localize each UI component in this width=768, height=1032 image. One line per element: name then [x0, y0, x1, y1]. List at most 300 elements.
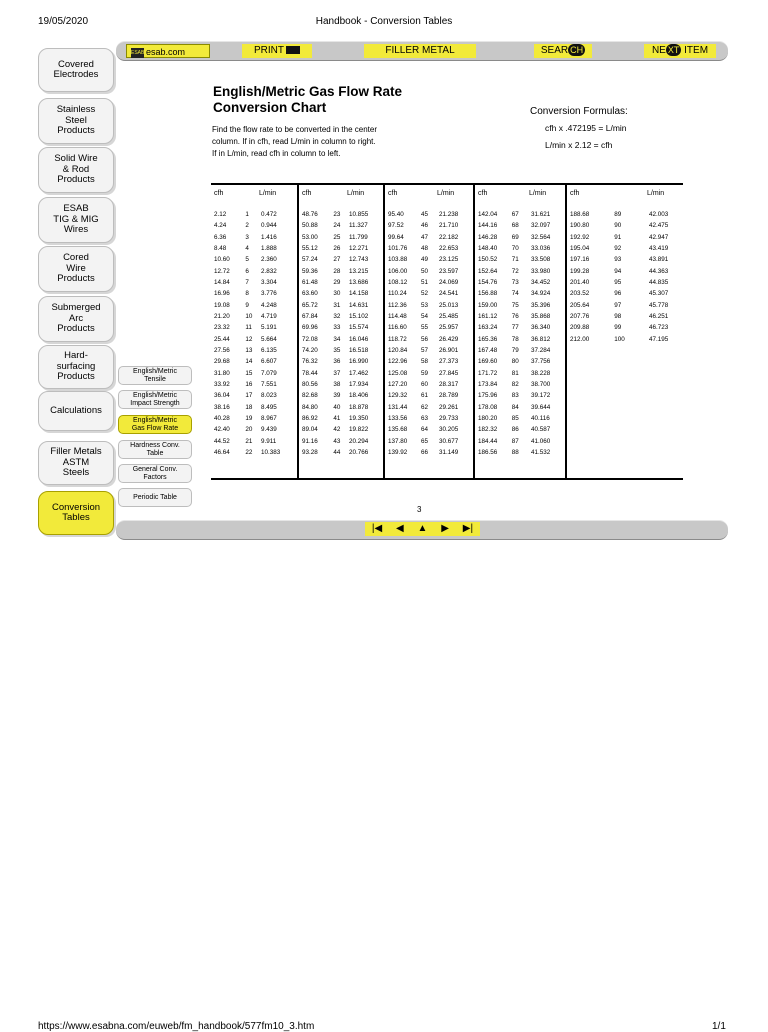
cell-cfh: 14.84 — [214, 278, 230, 286]
table-row — [299, 302, 385, 313]
cell-lmin: 17.934 — [349, 380, 369, 388]
cell-cfh: 169.60 — [478, 358, 498, 366]
header-cfh: cfh — [570, 190, 580, 197]
cell-center: 86 — [511, 426, 519, 434]
cell-center: 97 — [614, 301, 622, 309]
table-row — [211, 358, 297, 369]
cell-cfh: 55.12 — [302, 244, 318, 252]
cell-center: 57 — [421, 346, 429, 354]
table-row — [385, 245, 475, 256]
cell-cfh: 201.40 — [570, 278, 590, 286]
table-column-group — [211, 185, 297, 478]
table-row — [475, 234, 567, 245]
logo-text: esab.com — [146, 47, 186, 57]
cell-lmin: 7.079 — [261, 369, 277, 377]
cell-cfh: 152.64 — [478, 267, 498, 275]
cell-cfh: 165.36 — [478, 335, 498, 343]
cell-center: 73 — [511, 278, 519, 286]
cell-center: 24 — [333, 222, 341, 230]
subnav-item-4[interactable] — [118, 464, 192, 483]
cell-lmin: 19.350 — [349, 414, 369, 422]
sidebar-item-0[interactable]: Covered Electrodes — [38, 48, 114, 92]
table-row — [211, 279, 297, 290]
cell-cfh: 8.48 — [214, 244, 227, 252]
table-row — [385, 222, 475, 233]
printer-icon — [286, 46, 300, 54]
cell-center: 7 — [245, 278, 249, 286]
next-label-prefix: NE — [651, 45, 666, 56]
table-row — [211, 211, 297, 222]
cell-center: 26 — [333, 244, 341, 252]
cell-center: 25 — [333, 233, 341, 241]
cell-center: 47 — [421, 233, 429, 241]
cell-center: 38 — [333, 380, 341, 388]
cell-lmin: 39.172 — [531, 392, 551, 400]
cell-center: 22 — [245, 448, 253, 456]
cell-center: 74 — [511, 290, 519, 298]
table-row — [299, 426, 385, 437]
cell-lmin: 34.924 — [531, 290, 551, 298]
cell-lmin: 2.832 — [261, 267, 277, 275]
page-title-line2: Conversion Chart — [213, 100, 327, 115]
search-label-highlight: CH — [570, 45, 584, 55]
cell-lmin: 26.429 — [439, 335, 459, 343]
table-row — [385, 336, 475, 347]
next-label-highlight: XT — [667, 45, 680, 55]
header-lmin: L/min — [529, 190, 547, 197]
header-lmin: L/min — [347, 190, 365, 197]
cell-cfh: 150.52 — [478, 256, 498, 264]
cell-lmin: 32.097 — [531, 222, 551, 230]
cell-center: 45 — [421, 211, 429, 218]
table-row — [475, 381, 567, 392]
cell-center: 32 — [333, 312, 341, 320]
cell-cfh: 114.48 — [388, 312, 407, 320]
table-row — [385, 392, 475, 403]
cell-cfh: 12.72 — [214, 267, 230, 275]
cell-center: 85 — [511, 414, 519, 422]
sidebar-item-7[interactable]: Calculations — [38, 391, 114, 431]
table-row — [385, 290, 475, 301]
cell-lmin: 18.406 — [349, 392, 369, 400]
cell-cfh: 99.64 — [388, 233, 404, 241]
subnav-item-1[interactable] — [118, 390, 192, 409]
cell-lmin: 27.373 — [439, 358, 459, 366]
table-row — [211, 324, 297, 335]
cell-lmin: 46.723 — [649, 324, 669, 332]
cell-lmin: 24.541 — [439, 290, 459, 298]
table-row — [475, 392, 567, 403]
table-column-group — [565, 185, 685, 478]
cell-lmin: 25.957 — [439, 324, 459, 332]
sidebar-item-6[interactable]: Hard- surfacing Products — [38, 345, 114, 389]
cell-lmin: 40.116 — [531, 414, 550, 422]
table-row — [475, 404, 567, 415]
print-date: 19/05/2020 — [38, 16, 89, 27]
cell-center: 80 — [511, 358, 519, 366]
cell-center: 61 — [421, 392, 429, 400]
cell-lmin: 33.980 — [531, 267, 551, 275]
cell-cfh: 207.76 — [570, 312, 590, 320]
cell-cfh: 190.80 — [570, 222, 590, 230]
cell-center: 30 — [333, 290, 341, 298]
first-page-icon[interactable]: |◀ — [371, 523, 383, 534]
cell-lmin: 33.508 — [531, 256, 551, 264]
cell-lmin: 19.822 — [349, 426, 369, 434]
cell-cfh: 2.12 — [214, 211, 227, 218]
table-column-group — [297, 185, 385, 478]
cell-center: 15 — [245, 369, 253, 377]
search-button[interactable] — [534, 44, 592, 58]
sidebar-item-9[interactable]: Conversion Tables — [38, 491, 114, 535]
sidebar-item-1[interactable]: Stainless Steel Products — [38, 98, 114, 144]
cell-cfh: 127.20 — [388, 380, 408, 388]
page-title-line1: English/Metric Gas Flow Rate — [213, 84, 403, 99]
table-row — [385, 279, 475, 290]
table-row — [299, 438, 385, 449]
cell-cfh: 72.08 — [302, 335, 318, 343]
subnav-label-line2: Table — [146, 449, 164, 457]
cell-center: 9 — [245, 301, 249, 309]
table-row — [567, 234, 685, 245]
cell-lmin: 36.812 — [531, 335, 551, 343]
table-row — [299, 256, 385, 267]
cell-lmin: 29.261 — [439, 403, 459, 411]
cell-cfh: 167.48 — [478, 346, 498, 354]
cell-center: 46 — [421, 222, 429, 230]
cell-center: 83 — [511, 392, 519, 400]
cell-lmin: 42.475 — [649, 222, 669, 230]
formula-cfh-to-lmin: cfh x .472195 = L/min — [545, 123, 627, 133]
cell-cfh: 53.00 — [302, 233, 318, 241]
cell-cfh: 101.76 — [388, 244, 408, 252]
table-row — [211, 234, 297, 245]
sidebar-item-4[interactable]: Cored Wire Products — [38, 246, 114, 292]
cell-lmin: 21.710 — [439, 222, 459, 230]
cell-lmin: 41.060 — [531, 437, 551, 445]
cell-cfh: 27.56 — [214, 346, 230, 354]
up-icon[interactable]: ▲ — [417, 523, 428, 534]
cell-center: 82 — [511, 380, 519, 388]
cell-cfh: 46.64 — [214, 448, 230, 456]
cell-cfh: 82.68 — [302, 392, 318, 400]
table-row — [299, 336, 385, 347]
cell-cfh: 10.60 — [214, 256, 230, 264]
table-row — [567, 336, 685, 347]
table-row — [385, 347, 475, 358]
cell-lmin: 16.518 — [349, 346, 369, 354]
cell-lmin: 10.383 — [261, 448, 281, 456]
table-column-group — [473, 185, 567, 478]
cell-center: 2 — [245, 222, 249, 230]
cell-cfh: 175.96 — [478, 392, 498, 400]
cell-cfh: 142.04 — [478, 211, 498, 218]
cell-lmin: 32.564 — [531, 233, 551, 241]
page-title — [213, 84, 473, 116]
cell-center: 66 — [421, 448, 429, 456]
table-row — [475, 279, 567, 290]
table-column-group — [383, 185, 475, 478]
cell-lmin: 7.551 — [261, 380, 277, 388]
cell-lmin: 5.191 — [261, 324, 277, 332]
cell-center: 72 — [511, 267, 519, 275]
cell-cfh: 36.04 — [214, 392, 230, 400]
table-row — [211, 256, 297, 267]
cell-lmin: 11.327 — [349, 222, 368, 230]
cell-lmin: 28.789 — [439, 392, 459, 400]
cell-center: 50 — [421, 267, 429, 275]
table-row — [385, 313, 475, 324]
cell-cfh: 78.44 — [302, 369, 318, 377]
subnav-label-line2: Impact Strength — [130, 399, 180, 407]
cell-center: 16 — [245, 380, 253, 388]
cell-lmin: 4.248 — [261, 301, 277, 309]
prev-page-icon[interactable]: ◀ — [396, 523, 404, 534]
table-row — [299, 222, 385, 233]
cell-lmin: 1.888 — [261, 244, 277, 252]
top-nav-bar — [116, 41, 728, 61]
cell-center: 27 — [333, 256, 341, 264]
sidebar-item-5[interactable]: Submerged Arc Products — [38, 296, 114, 342]
print-title: Handbook - Conversion Tables — [315, 16, 453, 27]
cell-lmin: 8.495 — [261, 403, 277, 411]
cell-cfh: 159.00 — [478, 301, 498, 309]
table-row — [475, 438, 567, 449]
cell-cfh: 76.32 — [302, 358, 318, 366]
cell-center: 67 — [511, 211, 519, 218]
cell-center: 11 — [245, 324, 252, 332]
cell-cfh: 59.36 — [302, 267, 318, 275]
cell-cfh: 29.68 — [214, 358, 230, 366]
cell-center: 100 — [614, 335, 625, 343]
cell-lmin: 47.195 — [649, 335, 669, 343]
cell-cfh: 148.40 — [478, 244, 498, 252]
cell-lmin: 2.360 — [261, 256, 277, 264]
table-row — [211, 336, 297, 347]
cell-center: 70 — [511, 244, 519, 252]
header-lmin: L/min — [259, 190, 277, 197]
cell-lmin: 14.158 — [349, 290, 369, 298]
table-row — [211, 404, 297, 415]
cell-cfh: 89.04 — [302, 426, 318, 434]
cell-center: 79 — [511, 346, 519, 354]
cell-center: 51 — [421, 278, 429, 286]
sidebar-item-2[interactable]: Solid Wire & Rod Products — [38, 147, 114, 193]
cell-lmin: 37.284 — [531, 346, 551, 354]
subnav-label-line1: Periodic Table — [133, 493, 177, 501]
cell-lmin: 20.294 — [349, 437, 369, 445]
cell-cfh: 163.24 — [478, 324, 498, 332]
cell-cfh: 144.16 — [478, 222, 498, 230]
page-description: Find the flow rate to be converted in the center column. If in cfh, read L/min in column to right. If in L/min, read cfh in column to left. — [212, 125, 377, 158]
table-row — [299, 279, 385, 290]
subnav-item-2[interactable] — [118, 415, 192, 434]
subnav-label-line2: Gas Flow Rate — [131, 424, 179, 432]
table-row — [385, 268, 475, 279]
table-row — [385, 358, 475, 369]
cell-cfh: 129.32 — [388, 392, 408, 400]
cell-cfh: 184.44 — [478, 437, 498, 445]
cell-center: 95 — [614, 278, 622, 286]
table-row — [475, 222, 567, 233]
cell-cfh: 74.20 — [302, 346, 318, 354]
table-row — [385, 370, 475, 381]
subnav-label-line1: English/Metric — [133, 391, 177, 399]
cell-center: 40 — [333, 403, 341, 411]
last-page-icon[interactable]: ▶| — [462, 523, 474, 534]
subnav-label-line1: English/Metric — [133, 416, 177, 424]
cell-cfh: 38.16 — [214, 403, 230, 411]
cell-cfh: 103.88 — [388, 256, 408, 264]
cell-center: 17 — [245, 392, 253, 400]
cell-cfh: 212.00 — [570, 335, 590, 343]
table-row — [299, 234, 385, 245]
table-row — [475, 370, 567, 381]
cell-cfh: 118.72 — [388, 335, 407, 343]
cell-center: 63 — [421, 414, 429, 422]
cell-center: 88 — [511, 448, 519, 456]
table-row — [211, 438, 297, 449]
cell-cfh: 19.08 — [214, 301, 230, 309]
header-cfh: cfh — [214, 190, 224, 197]
cell-center: 96 — [614, 290, 622, 298]
cell-center: 1 — [245, 211, 249, 218]
cell-lmin: 9.911 — [261, 437, 277, 445]
cell-lmin: 16.046 — [349, 335, 369, 343]
subnav-item-0[interactable] — [118, 366, 192, 385]
cell-lmin: 14.631 — [349, 301, 369, 309]
cell-cfh: 199.28 — [570, 267, 590, 275]
cell-cfh: 86.92 — [302, 414, 318, 422]
cell-lmin: 37.756 — [531, 358, 551, 366]
formulas-heading: Conversion Formulas: — [530, 106, 628, 117]
cell-cfh: 180.20 — [478, 414, 498, 422]
cell-center: 39 — [333, 392, 341, 400]
cell-lmin: 25.485 — [439, 312, 459, 320]
cell-lmin: 5.664 — [261, 335, 277, 343]
cell-center: 33 — [333, 324, 341, 332]
table-row — [385, 211, 475, 222]
table-row — [475, 211, 567, 222]
cell-lmin: 12.271 — [349, 244, 369, 252]
table-row — [475, 256, 567, 267]
cell-cfh: 195.04 — [570, 244, 590, 252]
cell-lmin: 44.363 — [649, 267, 669, 275]
cell-center: 49 — [421, 256, 429, 264]
cell-lmin: 0.944 — [261, 222, 277, 230]
subnav-label-line1: English/Metric — [133, 367, 177, 375]
sidebar-item-3[interactable]: ESAB TIG & MIG Wires — [38, 197, 114, 243]
sidebar-item-8[interactable]: Filler Metals ASTM Steels — [38, 441, 114, 485]
cell-lmin: 45.307 — [649, 290, 669, 298]
next-item-button[interactable] — [644, 44, 716, 58]
table-row — [211, 347, 297, 358]
table-row — [299, 370, 385, 381]
cell-center: 53 — [421, 301, 429, 309]
cell-lmin: 4.719 — [261, 312, 277, 320]
table-row — [567, 313, 685, 324]
subnav-label-line2: Factors — [143, 473, 167, 481]
table-row — [475, 449, 567, 460]
filler-metal-label: FILLER METAL — [385, 45, 455, 56]
filler-metal-button[interactable] — [364, 44, 476, 58]
cell-center: 43 — [333, 437, 341, 445]
cell-center: 41 — [333, 414, 341, 422]
cell-cfh: 44.52 — [214, 437, 230, 445]
cell-cfh: 80.56 — [302, 380, 318, 388]
cell-cfh: 67.84 — [302, 312, 318, 320]
pager — [365, 522, 480, 536]
cell-cfh: 205.64 — [570, 301, 590, 309]
cell-center: 99 — [614, 324, 622, 332]
table-row — [299, 392, 385, 403]
cell-cfh: 31.80 — [214, 369, 230, 377]
cell-cfh: 65.72 — [302, 301, 318, 309]
cell-lmin: 41.532 — [531, 448, 551, 456]
table-row — [385, 449, 475, 460]
cell-lmin: 28.317 — [439, 380, 459, 388]
next-page-icon[interactable]: ▶ — [441, 523, 449, 534]
cell-center: 21 — [245, 437, 253, 445]
print-button[interactable] — [242, 44, 312, 58]
cell-center: 81 — [511, 369, 519, 377]
cell-cfh: 110.24 — [388, 290, 407, 298]
cell-center: 78 — [511, 335, 519, 343]
cell-center: 98 — [614, 312, 622, 320]
table-row — [211, 426, 297, 437]
cell-lmin: 22.182 — [439, 233, 459, 241]
cell-lmin: 12.743 — [349, 256, 369, 264]
cell-lmin: 39.644 — [531, 403, 551, 411]
cell-cfh: 21.20 — [214, 312, 230, 320]
table-row — [475, 358, 567, 369]
cell-cfh: 188.68 — [570, 211, 590, 218]
cell-lmin: 40.587 — [531, 426, 551, 434]
cell-lmin: 16.990 — [349, 358, 369, 366]
esab-logo[interactable] — [126, 44, 210, 58]
cell-lmin: 29.733 — [439, 414, 459, 422]
table-row — [567, 211, 685, 222]
cell-cfh: 178.08 — [478, 403, 498, 411]
table-row — [299, 290, 385, 301]
cell-center: 18 — [245, 403, 253, 411]
cell-center: 59 — [421, 369, 429, 377]
cell-center: 62 — [421, 403, 429, 411]
table-row — [567, 324, 685, 335]
table-row — [385, 426, 475, 437]
cell-cfh: 171.72 — [478, 369, 498, 377]
print-url[interactable]: https://www.esabna.com/euweb/fm_handbook/577fm10_3.htm — [38, 1021, 315, 1032]
subnav-item-3[interactable] — [118, 440, 192, 459]
cell-center: 4 — [245, 244, 249, 252]
cell-lmin: 35.396 — [531, 301, 551, 309]
cell-cfh: 16.96 — [214, 290, 230, 298]
table-row — [475, 290, 567, 301]
table-row — [299, 347, 385, 358]
table-row — [567, 302, 685, 313]
header-cfh: cfh — [388, 190, 398, 197]
esab-logo-icon: ESAB — [131, 49, 145, 56]
table-row — [567, 245, 685, 256]
cell-center: 23 — [333, 211, 341, 218]
cell-cfh: 161.12 — [478, 312, 498, 320]
cell-cfh: 6.36 — [214, 233, 227, 241]
subnav-item-5[interactable] — [118, 488, 192, 507]
cell-lmin: 46.251 — [649, 312, 669, 320]
cell-lmin: 31.621 — [531, 211, 551, 218]
cell-center: 55 — [421, 324, 429, 332]
cell-lmin: 35.868 — [531, 312, 551, 320]
